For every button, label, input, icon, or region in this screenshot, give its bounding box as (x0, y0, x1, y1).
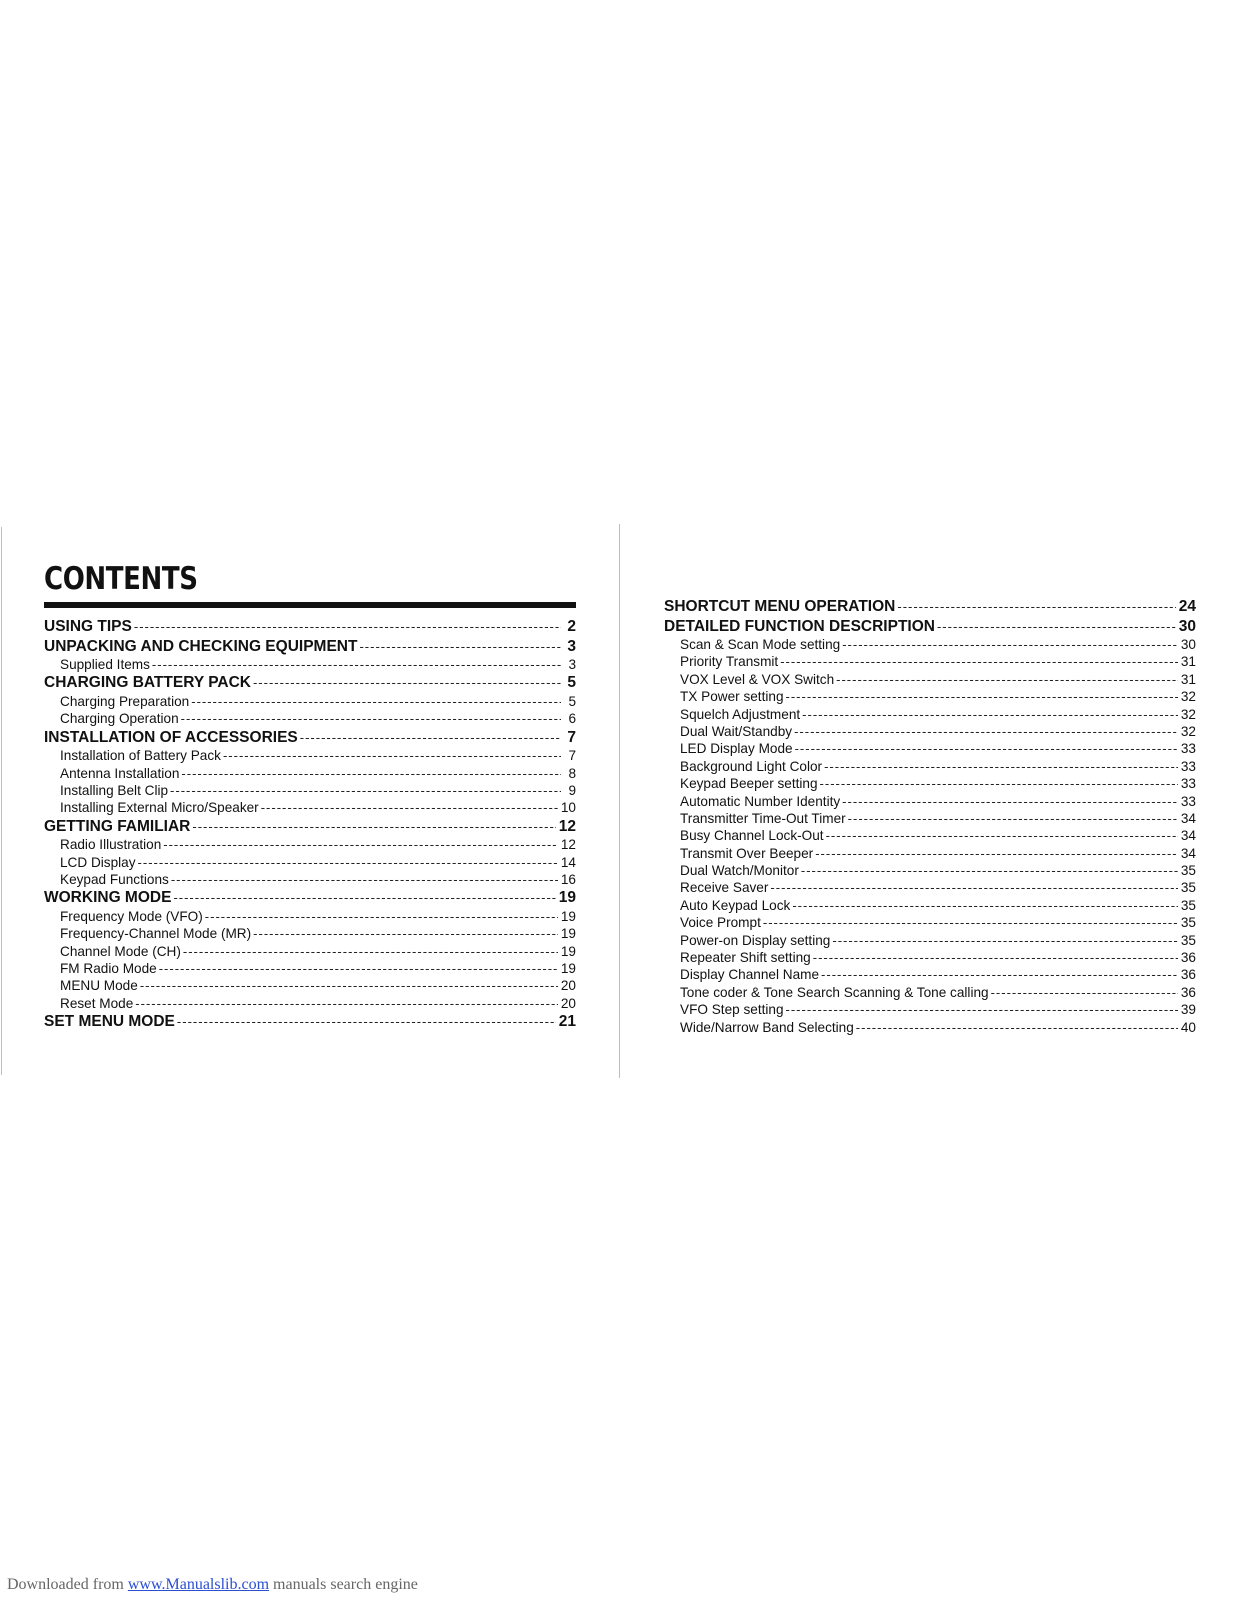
toc-entry-label: INSTALLATION OF ACCESSORIES (44, 728, 298, 746)
dot-leader (991, 985, 1178, 1000)
toc-entry-label: Receive Saver (680, 880, 769, 896)
dot-leader (786, 689, 1178, 704)
toc-list-left (44, 618, 576, 1033)
dot-leader (192, 819, 555, 834)
toc-page-number: 39 (1180, 1002, 1196, 1018)
toc-entry-label: LED Display Mode (680, 741, 793, 757)
dot-leader (832, 933, 1178, 948)
toc-page-number: 10 (560, 800, 576, 816)
toc-entry-label: MENU Mode (60, 978, 138, 994)
footer-suffix: manuals search engine (269, 1576, 418, 1593)
toc-entry-label: FM Radio Mode (60, 961, 157, 977)
toc-page-number: 19 (560, 961, 576, 977)
toc-entry-label: Supplied Items (60, 657, 150, 672)
dot-leader (794, 724, 1178, 739)
toc-page-number: 20 (560, 995, 576, 1011)
dot-leader (253, 675, 561, 690)
toc-entry[interactable] (664, 759, 1196, 776)
toc-page-number: 32 (1180, 723, 1196, 739)
dot-leader (170, 783, 561, 798)
dot-leader (848, 811, 1178, 826)
toc-entry[interactable] (44, 711, 576, 728)
dot-leader (824, 759, 1178, 774)
toc-entry[interactable] (44, 729, 576, 749)
toc-page-number: 20 (560, 978, 576, 994)
dot-leader (359, 639, 561, 654)
toc-entry[interactable] (664, 828, 1196, 845)
toc-entry-label: Keypad Beeper setting (680, 776, 818, 792)
dot-leader (795, 741, 1178, 756)
toc-page-number: 3 (567, 637, 576, 655)
toc-page-number: 32 (1180, 706, 1196, 722)
toc-entry-label: USING TIPS (44, 618, 132, 635)
toc-entry[interactable] (664, 707, 1196, 724)
toc-page-number: 36 (1180, 950, 1196, 966)
dot-leader (159, 961, 558, 976)
dot-leader (856, 1020, 1178, 1035)
toc-entry-label: SHORTCUT MENU OPERATION (664, 598, 896, 615)
toc-entry-label: Installing External Micro/Speaker (60, 800, 259, 816)
toc-entry[interactable] (664, 794, 1196, 811)
toc-entry[interactable] (664, 672, 1196, 689)
toc-entry[interactable] (664, 654, 1196, 671)
toc-entry[interactable] (664, 1002, 1196, 1019)
toc-page-number: 34 (1180, 828, 1196, 844)
dot-leader (826, 828, 1178, 843)
toc-entry-label: Radio Illustration (60, 837, 162, 853)
toc-entry-label: SET MENU MODE (44, 1013, 175, 1031)
toc-page-number: 8 (568, 765, 576, 781)
toc-entry-label: TX Power setting (680, 689, 784, 705)
toc-entry[interactable] (44, 766, 576, 783)
dot-leader (181, 766, 561, 781)
toc-entry[interactable] (664, 724, 1196, 741)
toc-entry[interactable] (664, 985, 1196, 1002)
toc-entry-label: Frequency Mode (VFO) (60, 908, 203, 924)
dot-leader (786, 1002, 1178, 1017)
toc-page-number: 12 (558, 817, 576, 835)
toc-entry[interactable] (44, 657, 576, 674)
dot-leader (177, 1014, 556, 1029)
toc-entry[interactable] (44, 618, 576, 638)
toc-entry-label: Installation of Battery Pack (60, 748, 221, 764)
toc-entry[interactable] (664, 811, 1196, 828)
toc-entry[interactable] (664, 915, 1196, 932)
toc-entry-label: Frequency-Channel Mode (MR) (60, 926, 252, 942)
toc-page-number: 30 (1178, 617, 1196, 635)
dot-leader (183, 944, 558, 959)
dot-leader (138, 855, 558, 870)
toc-page-number: 32 (1180, 689, 1196, 705)
toc-entry[interactable] (664, 863, 1196, 880)
toc-entry[interactable] (44, 926, 576, 943)
toc-page-number: 36 (1180, 984, 1196, 1000)
toc-page-number: 35 (1180, 880, 1196, 896)
dot-leader (842, 794, 1178, 809)
toc-page-number: 19 (560, 943, 576, 959)
toc-page-number: 14 (560, 854, 576, 870)
toc-entry-label: Reset Mode (60, 995, 134, 1011)
toc-entry[interactable] (664, 598, 1196, 618)
toc-page-number: 35 (1180, 915, 1196, 931)
toc-entry-label: WORKING MODE (44, 889, 172, 907)
toc-page-number: 19 (560, 908, 576, 924)
toc-entry[interactable] (664, 637, 1196, 654)
toc-entry-label: Antenna Installation (60, 765, 180, 781)
toc-page-number: 2 (567, 618, 576, 635)
page-divider-line (619, 524, 620, 1078)
footer (7, 1576, 418, 1594)
toc-entry-label: Tone coder & Tone Search Scanning & Tone calling (680, 984, 989, 1000)
toc-page-number: 31 (1180, 654, 1196, 670)
toc-entry[interactable] (664, 618, 1196, 638)
toc-page-number: 24 (1178, 598, 1196, 615)
toc-entry-label: Squelch Adjustment (680, 706, 801, 722)
toc-page-number: 9 (568, 782, 576, 798)
dot-leader (181, 711, 561, 726)
toc-entry-label: GETTING FAMILIAR (44, 817, 191, 835)
toc-entry[interactable] (44, 694, 576, 711)
dot-leader (140, 978, 558, 993)
toc-page-number: 40 (1180, 1019, 1196, 1035)
toc-entry[interactable] (44, 872, 576, 889)
toc-entry-label: Automatic Number Identity (680, 793, 841, 809)
toc-page-number: 35 (1180, 863, 1196, 879)
toc-entry-label: DETAILED FUNCTION DESCRIPTION (664, 617, 935, 635)
toc-entry-label: Charging Preparation (60, 693, 190, 709)
toc-page-number: 5 (567, 674, 576, 692)
dot-leader (253, 926, 558, 941)
toc-entry[interactable] (44, 855, 576, 872)
toc-entry-label: UNPACKING AND CHECKING EQUIPMENT (44, 637, 358, 655)
dot-leader (135, 996, 558, 1011)
toc-entry[interactable] (664, 898, 1196, 915)
toc-page-number: 33 (1180, 758, 1196, 774)
dot-leader (820, 776, 1178, 791)
toc-entry[interactable] (44, 638, 576, 658)
dot-leader (205, 909, 558, 924)
toc-entry[interactable] (664, 967, 1196, 984)
toc-page-number: 34 (1180, 810, 1196, 826)
toc-entry[interactable] (44, 783, 576, 800)
dot-leader (191, 694, 561, 709)
dot-leader (937, 619, 1176, 634)
toc-entry-label: CHARGING BATTERY PACK (44, 674, 251, 692)
toc-entry[interactable] (664, 846, 1196, 863)
dot-leader (134, 619, 561, 634)
toc-page-number: 3 (568, 657, 576, 672)
toc-entry[interactable] (664, 880, 1196, 897)
dot-leader (802, 707, 1178, 722)
dot-leader (300, 730, 561, 745)
contents-title: CONTENTS (44, 561, 198, 597)
toc-entry-label: Priority Transmit (680, 654, 779, 670)
toc-entry[interactable] (44, 909, 576, 926)
dot-leader (780, 654, 1178, 669)
toc-entry-label: Channel Mode (CH) (60, 943, 181, 959)
dot-leader (763, 915, 1178, 930)
toc-page-number: 33 (1180, 741, 1196, 757)
dot-leader (842, 637, 1178, 652)
toc-entry-label: Dual Wait/Standby (680, 723, 793, 739)
toc-entry[interactable] (44, 837, 576, 854)
toc-page-number: 5 (568, 693, 576, 709)
toc-page-number: 35 (1180, 932, 1196, 948)
toc-entry-label: Transmit Over Beeper (680, 845, 814, 861)
page-edge-line (1, 527, 2, 1075)
dot-leader (171, 872, 558, 887)
toc-entry-label: Busy Channel Lock-Out (680, 828, 824, 844)
toc-entry[interactable] (44, 748, 576, 765)
left-page (44, 560, 576, 1033)
toc-entry-label: Charging Operation (60, 711, 179, 727)
toc-page-number: 7 (568, 748, 576, 764)
toc-entry-label: Scan & Scan Mode setting (680, 637, 841, 652)
dot-leader (173, 890, 555, 905)
toc-entry[interactable] (44, 674, 576, 694)
toc-entry-label: Voice Prompt (680, 915, 761, 931)
toc-page-number: 19 (558, 889, 576, 907)
toc-page-number: 16 (560, 872, 576, 888)
toc-entry-label: VFO Step setting (680, 1002, 784, 1018)
toc-page-number: 35 (1180, 897, 1196, 913)
toc-entry-label: Repeater Shift setting (680, 950, 811, 966)
dot-leader (792, 898, 1178, 913)
toc-entry[interactable] (44, 996, 576, 1013)
toc-entry[interactable] (44, 978, 576, 995)
toc-page-number: 33 (1180, 793, 1196, 809)
dot-leader (163, 837, 558, 852)
toc-entry[interactable] (664, 950, 1196, 967)
toc-entry-label: Installing Belt Clip (60, 782, 169, 798)
toc-page-number: 19 (560, 926, 576, 942)
toc-entry[interactable] (664, 933, 1196, 950)
toc-entry[interactable] (44, 944, 576, 961)
toc-entry[interactable] (44, 889, 576, 909)
toc-entry-label: Background Light Color (680, 758, 823, 774)
toc-list-right (664, 598, 1196, 1037)
toc-entry[interactable] (44, 818, 576, 838)
dot-leader (897, 599, 1175, 614)
dot-leader (223, 748, 561, 763)
toc-entry-label: Dual Watch/Monitor (680, 863, 799, 879)
dot-leader (836, 672, 1178, 687)
toc-page-number: 7 (567, 728, 576, 746)
dot-leader (770, 880, 1177, 895)
toc-page-number: 36 (1180, 967, 1196, 983)
toc-page-number: 12 (560, 837, 576, 853)
toc-page-number: 21 (558, 1013, 576, 1031)
toc-page-number: 34 (1180, 845, 1196, 861)
footer-prefix: Downloaded from (7, 1576, 128, 1593)
dot-leader (813, 950, 1178, 965)
toc-page-number: 6 (568, 711, 576, 727)
dot-leader (261, 800, 558, 815)
dot-leader (821, 967, 1178, 982)
footer-link[interactable]: www.Manualslib.com (127, 1576, 270, 1593)
toc-entry[interactable] (664, 741, 1196, 758)
toc-entry[interactable] (44, 961, 576, 978)
toc-entry[interactable] (664, 1020, 1196, 1037)
toc-entry-label: Transmitter Time-Out Timer (680, 810, 846, 826)
toc-entry[interactable] (44, 800, 576, 817)
toc-entry-label: Wide/Narrow Band Selecting (680, 1019, 854, 1035)
dot-leader (815, 846, 1178, 861)
dot-leader (801, 863, 1178, 878)
dot-leader (152, 657, 561, 672)
toc-entry-label: Keypad Functions (60, 872, 169, 888)
toc-page-number: 31 (1180, 671, 1196, 687)
toc-entry-label: Auto Keypad Lock (680, 897, 791, 913)
toc-entry[interactable] (664, 689, 1196, 706)
toc-entry[interactable] (44, 1013, 576, 1033)
toc-entry-label: Display Channel Name (680, 967, 820, 983)
toc-entry-label: VOX Level & VOX Switch (680, 671, 835, 687)
title-rule (44, 602, 576, 608)
toc-entry[interactable] (664, 776, 1196, 793)
toc-entry-label: LCD Display (60, 854, 136, 870)
toc-page-number: 30 (1180, 637, 1196, 652)
toc-page-number: 33 (1180, 776, 1196, 792)
toc-entry-label: Power-on Display setting (680, 932, 831, 948)
right-page (664, 598, 1196, 1037)
